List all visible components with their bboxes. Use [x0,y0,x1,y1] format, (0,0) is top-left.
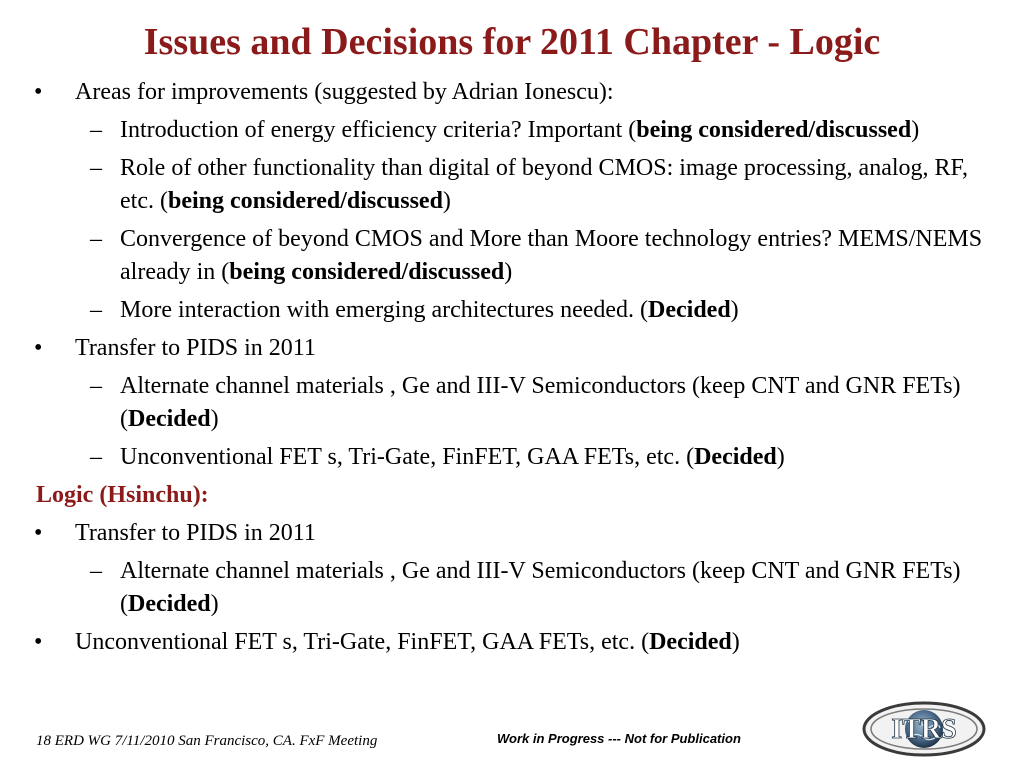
bullet-text: Areas for improvements (suggested by Adrian Ionescu): [75,79,614,105]
bullet-marker: • [34,79,43,105]
itrs-logo-icon [860,700,988,758]
bullet-marker: • [34,335,43,361]
sub-item-close: ) [210,591,219,617]
status-text: Decided [648,297,731,323]
sub-item-close: ) [730,297,739,323]
sub-item-close: ) [776,444,785,470]
bullet-transfer-to-pids [0,332,1024,365]
dash-marker: – [90,155,102,181]
bullet-areas-for-improvements [0,76,1024,109]
dash-marker: – [90,226,102,252]
status-text: being considered/discussed [167,188,443,214]
sub-item-emerging-architectures [0,294,1024,327]
bullet-text: Transfer to PIDS in 2011 [75,520,316,546]
footer-slide-info: 18 ERD WG 7/11/2010 San Francisco, CA. FxF Meeting [36,733,378,749]
sub-item-text: Alternate channel materials , Ge and III-V Semiconductors (keep CNT and GNR FETs) ( [120,373,961,432]
sub-item-text: Role of other functionality than digital of beyond CMOS: image processing, analog, RF, etc. ( [120,155,968,214]
footer-work-in-progress: Work in Progress --- Not for Publication [497,731,741,746]
status-text: Decided [128,591,211,617]
sub-item-energy-efficiency [0,114,1024,147]
dash-marker: – [90,117,102,143]
bullet-marker: • [34,629,43,655]
sub-item-text: Convergence of beyond CMOS and More than Moore technology entries? MEMS/NEMS already in ( [120,226,983,285]
slide-content [0,76,1024,664]
dash-marker: – [90,558,102,584]
dash-marker: – [90,297,102,323]
sub-item-close: ) [442,188,451,214]
sub-item-close: ) [210,406,219,432]
status-text: being considered/discussed [229,259,505,285]
status-text: being considered/discussed [636,117,912,143]
sub-item-text: Introduction of energy efficiency criteria? Important ( [120,117,637,143]
dash-marker: – [90,444,102,470]
bullet-close: ) [731,629,740,655]
bullet-marker: • [34,520,43,546]
sub-item-text: More interaction with emerging architectures needed. ( [120,297,649,323]
dash-marker: – [90,373,102,399]
sub-item-close: ) [911,117,920,143]
status-text: Decided [128,406,211,432]
bullet-transfer-to-pids-hsinchu [0,517,1024,550]
sub-item-alternate-channel [0,370,1024,436]
slide-title: Issues and Decisions for 2011 Chapter - Logic [143,21,881,63]
sub-item-unconventional-fets [0,441,1024,474]
sub-item-convergence [0,223,1024,289]
logo-text: ITRS [891,714,957,745]
section-heading-hsinchu: Logic (Hsinchu): [36,482,209,508]
sub-item-close: ) [504,259,513,285]
sub-item-text: Unconventional FET s, Tri-Gate, FinFET, GAA FETs, etc. ( [120,444,695,470]
status-text: Decided [649,629,732,655]
bullet-text: Unconventional FET s, Tri-Gate, FinFET, GAA FETs, etc. ( [75,629,650,655]
bullet-unconventional-fets-hsinchu [0,626,1024,659]
sub-item-text: Alternate channel materials , Ge and III-V Semiconductors (keep CNT and GNR FETs) ( [120,558,961,617]
status-text: Decided [694,444,777,470]
sub-item-alternate-channel-hsinchu [0,555,1024,621]
sub-item-other-functionality [0,152,1024,218]
bullet-text: Transfer to PIDS in 2011 [75,335,316,361]
